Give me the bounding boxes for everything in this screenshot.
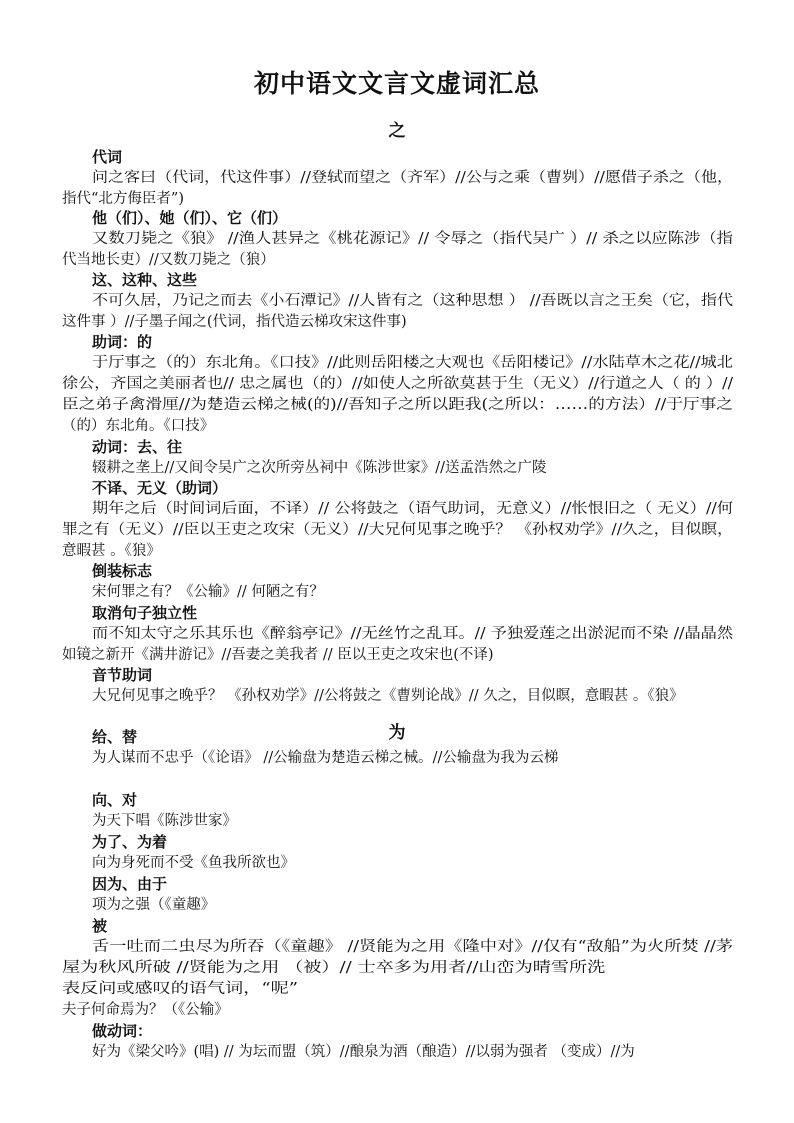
text-line-content: 代当地长吏）//又数刀毙之（狼） bbox=[62, 252, 275, 268]
group-heading: 他（们）、她（们）、它（们） bbox=[92, 209, 288, 227]
text-line bbox=[92, 582, 324, 602]
text-line bbox=[92, 686, 684, 706]
page-title: 初中语文文言文虚词汇总 bbox=[253, 69, 540, 98]
text-line bbox=[62, 1000, 229, 1020]
text-line bbox=[62, 520, 733, 540]
text-line bbox=[62, 645, 494, 665]
group-heading: 倒装标志 bbox=[92, 562, 153, 580]
text-line-content: 辍耕之垄上//又间令吴广之次所旁丛祠中《陈涉世家》//送孟浩然之广陵 bbox=[92, 460, 547, 476]
text-line-content: 臣之弟子禽滑厘//为楚造云梯之械(的)//吾知子之所以距我(之所以：……的方法）//于厅事之 bbox=[62, 397, 733, 413]
text-line bbox=[62, 189, 184, 209]
text-line bbox=[92, 229, 733, 249]
group-heading: 做动词： bbox=[92, 1022, 153, 1040]
text-line-content: 为人谋而不忠乎（《论语》 //公输盘为楚造云梯之械。//公输盘为我为云梯 bbox=[92, 750, 559, 766]
text-line-content: 指代“北方侮臣者”) bbox=[62, 191, 184, 207]
group-heading: 音节助词 bbox=[92, 666, 153, 684]
text-line-content: 问之客曰（代词，代这件事）//登轼而望之（齐军）//公与之乘（曹刿）//愿借子杀之（他， bbox=[92, 170, 733, 186]
text-line-content: （的）东北角。《口技》 bbox=[62, 418, 215, 434]
text-line bbox=[62, 374, 733, 394]
text-line bbox=[62, 250, 275, 270]
group-heading: 为了、为着 bbox=[92, 833, 168, 851]
group-heading: 助词：的 bbox=[92, 333, 153, 351]
text-line bbox=[92, 1042, 635, 1062]
text-line bbox=[92, 499, 733, 519]
text-line-content: 舌一吐而二虫尽为所吞（《童趣》 //贤能为之用《隆中对》//仅有“敌船”为火所焚 //茅 bbox=[92, 939, 733, 955]
text-line bbox=[92, 291, 733, 311]
text-line-content: 而不知太守之乐其乐也《醉翁亭记》//无丝竹之乱耳。// 予独爱莲之出淤泥而不染 //晶晶然 bbox=[92, 626, 733, 642]
text-line bbox=[92, 748, 558, 768]
text-line bbox=[92, 458, 547, 478]
group-heading: 给、替 bbox=[92, 728, 138, 746]
group-heading: 被 bbox=[92, 917, 108, 935]
text-line-content: 不可久居，乃记之而去《小石潭记》//人皆有之（这种思想 ） //吾既以言之王矣（它，指代 bbox=[92, 293, 733, 309]
text-line-content: 又数刀毙之《狼》 //渔人甚异之《桃花源记》// 令辱之（指代吴广 ）// 杀之以应陈涉（指 bbox=[92, 231, 733, 247]
text-line-content: 罪之有（无义）//臣以王吏之攻宋（无义）//大兄何见事之晚乎？ 《孙权劝学》//久之，目似瞑， bbox=[62, 522, 733, 538]
text-line-content: 意暇甚 。《狼》 bbox=[62, 543, 161, 559]
text-line bbox=[62, 541, 161, 561]
group-heading: 代词 bbox=[92, 148, 123, 166]
text-line-content: 徐公，齐国之美丽者也// 忠之属也（的）//如使人之所欲莫甚于生（无义）//行道之人（ 的 ）// bbox=[62, 376, 733, 392]
text-line bbox=[92, 168, 733, 188]
text-line bbox=[92, 811, 237, 831]
group-heading: 取消句子独立性 bbox=[92, 604, 198, 622]
text-line-content: 向为身死而不受《鱼我所欲也》 bbox=[92, 855, 295, 871]
text-line bbox=[62, 958, 606, 978]
text-line-content: 这件事 ）//子墨子闻之(代词，指代造云梯攻宋这件事) bbox=[62, 314, 407, 330]
text-line bbox=[92, 353, 733, 373]
text-line-content: 表反问或感叹的语气词，“呢” bbox=[62, 981, 299, 997]
text-line-content: 夫子何命焉为？（《公输》 bbox=[62, 1002, 229, 1018]
group-heading: 不译、无义（助词） bbox=[92, 479, 228, 497]
group-heading: 动词：去、往 bbox=[92, 438, 183, 456]
group-heading: 向、对 bbox=[92, 791, 138, 809]
text-line bbox=[92, 624, 733, 644]
text-line-content: 好为《梁父吟》(唱) // 为坛而盟（筑）//酿泉为酒（酿造）//以弱为强者 （变成）//为 bbox=[92, 1044, 635, 1060]
text-line bbox=[62, 395, 733, 415]
group-heading: 因为、由于 bbox=[92, 875, 168, 893]
text-line-content: 项为之强（《童趣》 bbox=[92, 897, 216, 913]
group-heading: 这、这种、这些 bbox=[92, 271, 198, 289]
text-line-content: 于厅事之（的）东北角。《口技》//此则岳阳楼之大观也《岳阳楼记》//水陆草木之花//城北 bbox=[92, 355, 733, 371]
text-line bbox=[62, 416, 214, 436]
text-line-content: 大兄何见事之晚乎？ 《孙权劝学》//公将鼓之《曹刿论战》// 久之，目似瞑，意暇甚 。《狼》 bbox=[92, 688, 684, 704]
text-line-content: 期年之后（时间词后面，不译）// 公将鼓之（语气助词，无意义）//怅恨旧之（ 无义）//何 bbox=[92, 501, 733, 517]
section-heading: 之 bbox=[388, 121, 406, 141]
text-line-content: 如镜之新开《满井游记》//吾妻之美我者 // 臣以王吏之攻宋也(不译) bbox=[62, 647, 494, 663]
text-line bbox=[62, 979, 299, 999]
text-line-content: 屋为秋风所破 //贤能为之用 （被）// 士卒多为用者//山峦为晴雪所洗 bbox=[62, 960, 606, 976]
text-line bbox=[62, 312, 407, 332]
text-line bbox=[92, 853, 295, 873]
text-line bbox=[92, 895, 215, 915]
text-line-content: 宋何罪之有？《公输》// 何陋之有？ bbox=[92, 584, 324, 600]
text-line bbox=[92, 937, 733, 957]
section-heading: 为 bbox=[388, 723, 406, 743]
text-line-content: 为天下唱《陈涉世家》 bbox=[92, 813, 237, 829]
